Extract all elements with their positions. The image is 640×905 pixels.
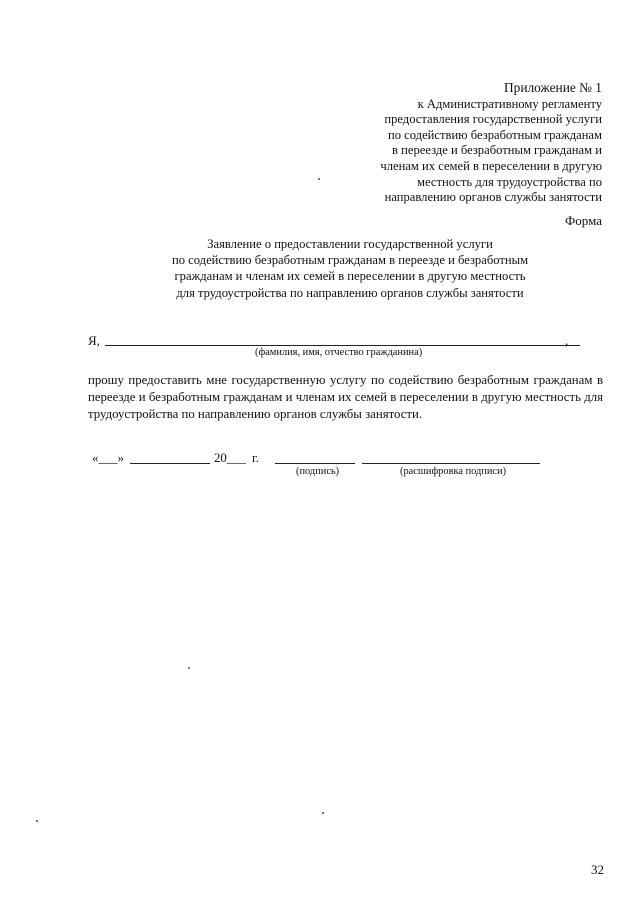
signature-field[interactable] [275, 463, 355, 464]
appendix-line: членам их семей в переселении в другую [380, 158, 602, 173]
applicant-suffix: , [565, 333, 569, 348]
appendix-line: в переезде и безработным гражданам и [392, 143, 602, 158]
appendix-header [380, 80, 602, 206]
appendix-line: к Административному регламенту [417, 96, 602, 111]
date-month-field[interactable] [130, 463, 210, 464]
signature-decode-hint: (расшифровка подписи) [400, 466, 507, 477]
date-year-suffix: г. [252, 451, 260, 465]
scan-speck [318, 178, 320, 180]
applicant-name-hint: (фамилия, имя, отчество гражданина) [255, 347, 423, 358]
request-paragraph: прошу предоставить мне государственную услугу по содействию безработным гражданам в переезде и безработным гражданам и членам их семей в переселении в другую местность для трудоустройства по направлению органов службы занятости. [88, 373, 603, 421]
appendix-line: местность для трудоустройства по [417, 174, 602, 189]
page-number: 32 [591, 862, 604, 877]
document-title [90, 236, 610, 301]
title-line: Заявление о предоставлении государственной услуги [207, 237, 493, 251]
signature-hint: (подпись) [296, 466, 340, 477]
applicant-name-field[interactable] [105, 345, 580, 346]
scan-speck [36, 820, 38, 822]
appendix-heading: Приложение № 1 [503, 80, 602, 95]
scan-speck [188, 667, 190, 669]
title-line: по содействию безработным гражданам в переезде и безработным [171, 253, 529, 268]
scan-speck [322, 812, 324, 814]
appendix-line: предоставления государственной услуги [384, 112, 602, 127]
date-day-field[interactable]: «___» [92, 451, 124, 465]
title-line: для трудоустройства по направлению органов службы занятости [176, 285, 524, 300]
applicant-prefix: Я, [88, 333, 100, 348]
appendix-line: по содействию безработным гражданам [387, 127, 602, 142]
form-label: Форма [565, 213, 602, 228]
title-line: гражданам и членам их семей в переселении в другую местность [174, 269, 526, 284]
date-year-field[interactable]: 20___ [214, 451, 246, 465]
appendix-line: направлению органов службы занятости [384, 190, 602, 205]
signature-decode-field[interactable] [362, 463, 540, 464]
